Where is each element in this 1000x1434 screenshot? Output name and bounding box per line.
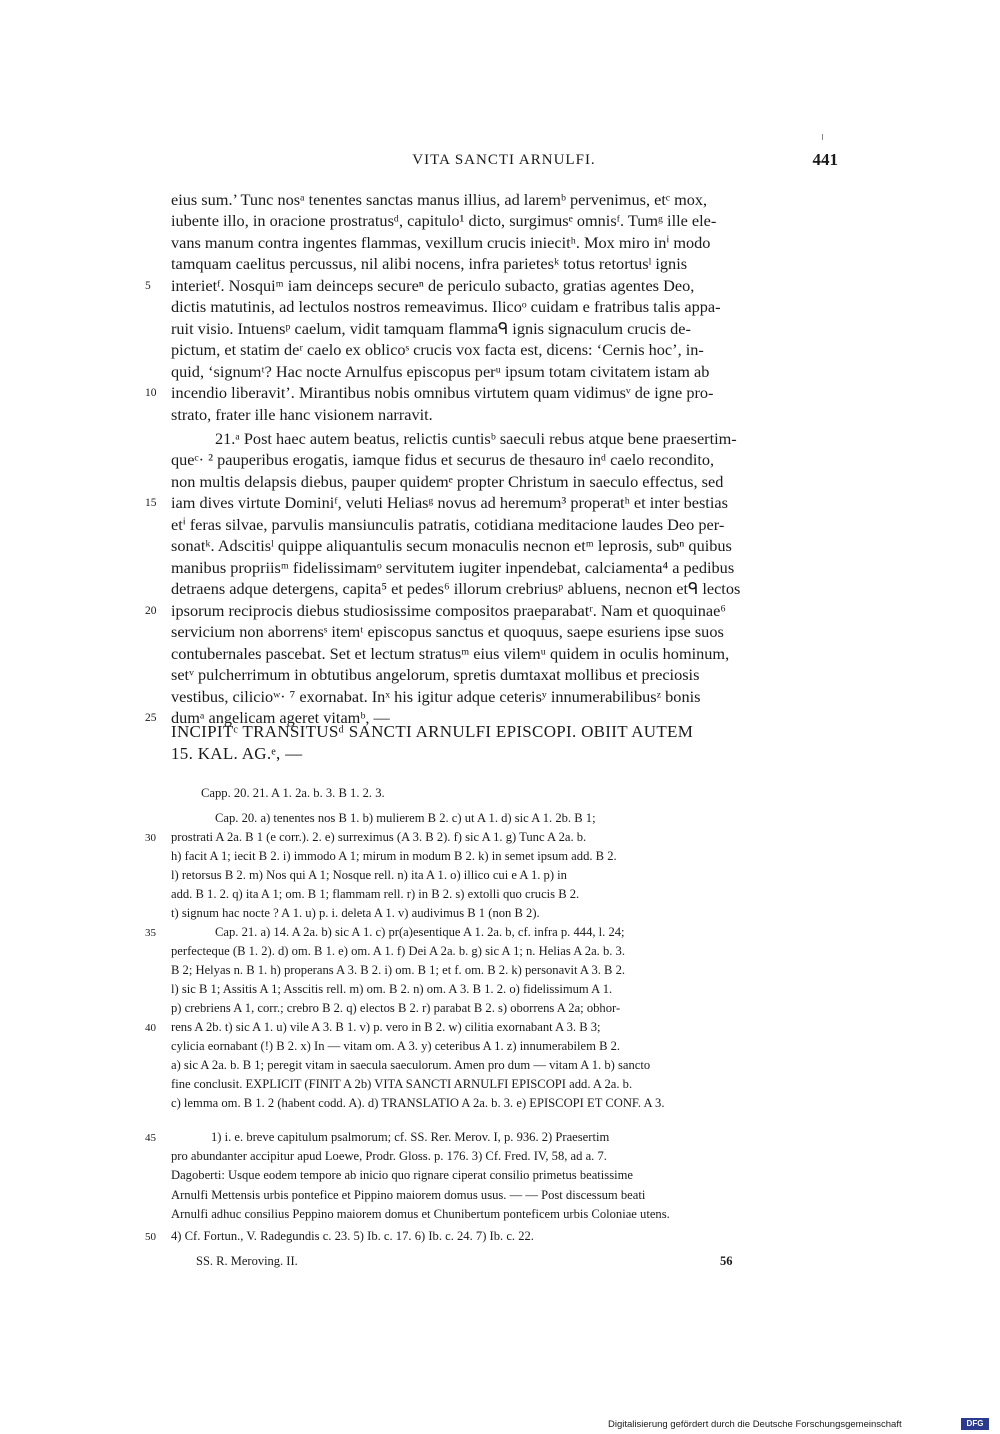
note-line: t) signum hac nocte ? A 1. u) p. i. deleta A 1. v) audivimus B 1 (non B 2). <box>171 906 540 920</box>
text-line: servicium non aborrensˢ itemᵗ episcopus sanctus et quoquus, saepe esuriens ipse suos <box>171 622 724 641</box>
text-line: non multis delapsis diebus, pauper quidemᵉ propter Christum in saeculo effectus, sed <box>171 472 724 491</box>
note-line: c) lemma om. B 1. 2 (habent codd. A). d) TRANSLATIO A 2a. b. 3. e) EPISCOPI ET CONF. A 3. <box>171 1096 665 1110</box>
note-line: Arnulfi adhuc consilius Peppino maiorem domus et Chunibertum ponteficem urbis Coloniae utens. <box>171 1207 670 1221</box>
heading-line: 15. KAL. AG.ᵉ, — <box>171 744 303 763</box>
line-number: 25 <box>145 712 157 724</box>
text-line: queᶜ· ² pauperibus erogatis, iamque fidus et securus de thesauro inᵈ caelo recondito, <box>171 450 715 469</box>
note-line: B 2; Helyas n. B 1. h) properans A 3. B 2. i) om. B 1; et f. om. B 2. k) personavit A 3. B 2. <box>171 963 626 977</box>
note-line: rens A 2b. t) sic A 1. u) vile A 3. B 1. v) p. vero in B 2. w) cilitia exornabant A 3. B 3; <box>171 1020 601 1034</box>
line-number: 15 <box>145 497 157 509</box>
note-line: l) sic B 1; Assitis A 1; Asscitis rell. m) om. B 2. n) om. A 3. B 1. 2. o) fidelissimum A 1. <box>171 982 613 996</box>
note-line: Capp. 20. 21. A 1. 2a. b. 3. B 1. 2. 3. <box>201 786 385 800</box>
line-number: 5 <box>145 280 151 292</box>
text-line: quid, ‘signumᵗ? Hac nocte Arnulfus episcopus perᵘ ipsum totam civitatem istam ab <box>171 362 710 381</box>
text-line: incendio liberavit’. Mirantibus nobis omnibus virtutem quam vidimusᵛ de igne pro- <box>171 383 714 402</box>
note-line-number: 35 <box>145 927 156 939</box>
text-line: ipsorum reciprocis diebus studiosissime compositos praeparabatʳ. Nam et quoquinae⁶ <box>171 601 726 620</box>
note-line: 1) i. e. breve capitulum psalmorum; cf. SS. Rer. Merov. I, p. 936. 2) Praesertim <box>211 1130 610 1144</box>
note-line: a) sic A 2a. b. B 1; peregit vitam in saecula saeculorum. Amen pro dum — vitam A 1. b) sancto <box>171 1058 651 1072</box>
text-line: iubente illo, in oracione prostratusᵈ, capitulo¹ dicto, surgimusᵉ omnisᶠ. Tumᵍ ille ele- <box>171 211 717 230</box>
text-line: dumᵃ angelicam ageret vitamᵇ, — <box>171 708 390 727</box>
note-line: 4) Cf. Fortun., V. Radegundis c. 23. 5) Ib. c. 17. 6) Ib. c. 24. 7) Ib. c. 22. <box>171 1229 534 1243</box>
note-line: fine conclusit. EXPLICIT (FINIT A 2b) VITA SANCTI ARNULFI EPISCOPI add. A 2a. b. <box>171 1077 633 1091</box>
text-line: detraens adque detergens, capita⁵ et pedes⁶ illorum crebriusᵖ abluens, necnon etᑫ lectos <box>171 579 741 598</box>
note-line: l) retorsus B 2. m) Nos qui A 1; Nosque rell. n) ita A 1. o) illico cui e A 1. p) in <box>171 868 567 882</box>
margin-mark <box>822 134 823 140</box>
text-line: eius sum.’ Tunc nosᵃ tenentes sanctas manus illius, ad laremᵇ pervenimus, etᶜ mox, <box>171 190 708 209</box>
text-line: tamquam caelitus percussus, nil alibi nocens, infra parietesᵏ totus retortusˡ ignis <box>171 254 688 273</box>
note-line: Arnulfi Mettensis urbis pontefice et Pippino maiorem domus usus. — — Post discessum beati <box>171 1188 646 1202</box>
text-line: strato, frater ille hanc visionem narravit. <box>171 405 433 424</box>
signature-mark: 56 <box>720 1254 733 1268</box>
line-number: 10 <box>145 387 157 399</box>
text-line: 21.ᵃ Post haec autem beatus, relictis cuntisᵇ saeculi rebus atque bene praesertim- <box>215 429 737 448</box>
dfg-logo: DFG <box>961 1418 989 1430</box>
note-line-number: 40 <box>145 1022 156 1034</box>
text-line: contubernales pascebat. Set et lectum stratusᵐ eius vilemᵘ quidem in oculis hominum, <box>171 644 730 663</box>
note-line: Cap. 20. a) tenentes nos B 1. b) mulierem B 2. c) ut A 1. d) sic A 1. 2b. B 1; <box>215 811 596 825</box>
footer-series: SS. R. Meroving. II. <box>196 1254 298 1268</box>
text-line: vestibus, cilicioʷ· ⁷ exornabat. Inˣ his igitur adque ceterisʸ innumerabilibusᶻ bonis <box>171 687 701 706</box>
text-line: iam dives virtute Dominiᶠ, veluti Heliasᵍ novus ad heremum³ properatʰ et inter bestias <box>171 493 728 512</box>
page-header <box>170 152 838 176</box>
digitization-credit: Digitalisierung gefördert durch die Deutsche Forschungsgemeinschaft <box>608 1419 902 1430</box>
note-line: perfecteque (B 1. 2). d) om. B 1. e) om. A 1. f) Dei A 2a. b. g) sic A 1; n. Helias A 2a. b. 3. <box>171 944 625 958</box>
text-line: sonatᵏ. Adscitisˡ quippe aliquantulis secum monaculis necnon etᵐ leprosis, subⁿ quibus <box>171 536 732 555</box>
note-line-number: 45 <box>145 1132 156 1144</box>
note-line-number: 30 <box>145 832 156 844</box>
text-line: etⁱ feras silvae, parvulis mansiunculis patratis, cotidiana meditacione laudes Deo per- <box>171 515 725 534</box>
note-line: Dagoberti: Usque eodem tempore ab inicio quo rignare ciperat consilio primetus beatissime <box>171 1168 633 1182</box>
note-line: prostrati A 2a. B 1 (e corr.). 2. e) surreximus (A 3. B 2). f) sic A 1. g) Tunc A 2a. b. <box>171 830 587 844</box>
note-line: p) crebriens A 1, corr.; crebro B 2. q) electos B 2. r) parabat B 2. s) oborrens A 2a; obhor- <box>171 1001 621 1015</box>
heading-line: INCIPITᶜ TRANSITUSᵈ SANCTI ARNULFI EPISCOPI. OBIIT AUTEM <box>171 722 694 741</box>
line-number: 20 <box>145 605 157 617</box>
page-number: 441 <box>812 150 838 169</box>
running-title: VITA SANCTI ARNULFI. <box>412 152 596 168</box>
text-line: manibus propriisᵐ fidelissimamᵒ servitutem iugiter inpendebat, calciamenta⁴ a pedibus <box>171 558 735 577</box>
note-line: cylicia eornabant (!) B 2. x) In — vitam om. A 3. y) ceteribus A 1. z) innumerabilem B 2. <box>171 1039 621 1053</box>
text-line: pictum, et statim deʳ caelo ex oblicoˢ crucis vox facta est, dicens: ‘Cernis hoc’, in- <box>171 340 704 359</box>
text-line: setᵛ pulcherrimum in obtutibus angelorum, spretis dumtaxat mollibus et preciosis <box>171 665 700 684</box>
note-line: pro abundanter accipitur apud Loewe, Prodr. Gloss. p. 176. 3) Cf. Fred. IV, 58, ad a. 7. <box>171 1149 607 1163</box>
note-line-number: 50 <box>145 1231 156 1243</box>
text-line: ruit visio. Intuensᵖ caelum, vidit tamquam flammaᑫ ignis signaculum crucis de- <box>171 319 691 338</box>
note-line: h) facit A 1; iecit B 2. i) immodo A 1; mirum in modum B 2. k) in semet ipsum add. B 2. <box>171 849 617 863</box>
text-line: interietᶠ. Nosquiᵐ iam deinceps secureⁿ de periculo subacto, gratias agentes Deo, <box>171 276 695 295</box>
note-line: Cap. 21. a) 14. A 2a. b) sic A 1. c) pr(a)esentique A 1. 2a. b, cf. infra p. 444, l. 24; <box>215 925 625 939</box>
note-line: add. B 1. 2. q) ita A 1; om. B 1; flammam rell. r) in B 2. s) extolli quo crucis B 2. <box>171 887 580 901</box>
text-line: vans manum contra ingentes flammas, vexillum crucis iniecitʰ. Mox miro inⁱ modo <box>171 233 711 252</box>
text-line: dictis matutinis, ad lectulos nostros remeavimus. Ilicoᵒ cuidam e fratribus talis appa- <box>171 297 721 316</box>
